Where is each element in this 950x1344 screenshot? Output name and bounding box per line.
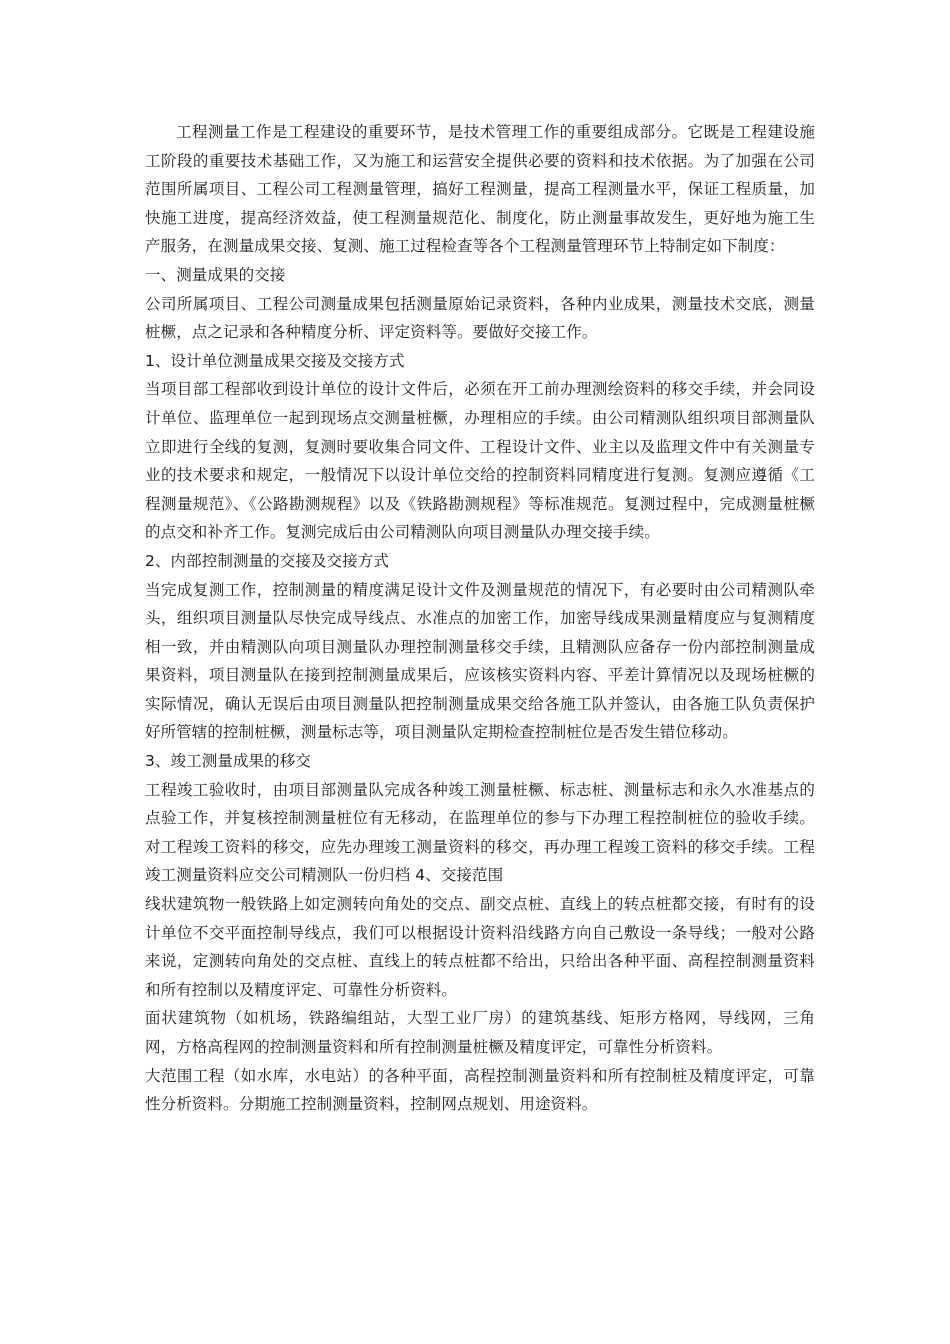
- scope-paragraph-large-scale: 大范围工程（如水库，水电站）的各种平面，高程控制测量资料和所有控制桩及精度评定，可靠性分析资料。分期施工控制测量资料，控制网点规划、用途资料。: [145, 1066, 815, 1114]
- item-heading-design-handover: 1、设计单位测量成果交接及交接方式: [145, 351, 405, 370]
- scope-paragraph-area: 面状建筑物（如机场，铁路编组站，大型工业厂房）的建筑基线、矩形方格网，导线网，三角网，方格高程网的控制测量资料和所有控制测量桩橛及精度评定，可靠性分析资料。: [145, 1009, 815, 1056]
- item-heading-completion-handover: 3、竣工测量成果的移交: [145, 752, 311, 771]
- section-heading-handover: 一、测量成果的交接: [145, 265, 286, 284]
- item-heading-internal-control: 2、内部控制测量的交接及交接方式: [145, 551, 389, 570]
- item-paragraph-completion-handover: 工程竣工验收时，由项目部测量队完成各种竣工测量桩橛、标志桩、测量标志和永久水准基点的点验工作，并复核控制测量桩位有无移动，在监理单位的参与下办理工程控制桩位的验收手续。对工程竣工资料的移交，应先办理竣工测量资料的移交，再办理工程竣工资料的移交手续。工程竣工测量资料应交公司精测队一份归档 4、交接范围: [145, 780, 815, 885]
- section-paragraph-handover: 公司所属项目、工程公司测量成果包括测量原始记录资料，各种内业成果，测量技术交底，测量桩橛，点之记录和各种精度分析、评定资料等。要做好交接工作。: [145, 294, 815, 342]
- item-paragraph-design-handover: 当项目部工程部收到设计单位的设计文件后，必须在开工前办理测绘资料的移交手续，并会同设计单位、监理单位一起到现场点交测量桩橛，办理相应的手续。由公司精测队组织项目部测量队立即进行全线的复测，复测时要收集合同文件、工程设计文件、业主以及监理文件中有关测量专业的技术要求和规定，一般情况下以设计单位交给的控制资料同精度进行复测。复测应遵循《工程测量规范》、《公路勘测规程》以及《铁路勘测规程》等标准规范。复测过程中，完成测量桩橛的点交和补齐工作。复测完成后由公司精测队向项目测量队办理交接手续。: [145, 380, 815, 542]
- intro-paragraph: 工程测量工作是工程建设的重要环节，是技术管理工作的重要组成部分。它既是工程建设施工阶段的重要技术基础工作，又为施工和运营安全提供必要的资料和技术依据。为了加强在公司范围所属项目、工程公司工程测量管理，搞好工程测量，提高工程测量水平，保证工程质量，加快施工进度，提高经济效益，使工程测量规范化、制度化，防止测量事故发生，更好地为施工生产服务，在测量成果交接、复测、施工过程检查等各个工程测量管理环节上特制定如下制度：: [145, 123, 815, 256]
- document-body: [145, 118, 815, 1119]
- scope-paragraph-linear: 线状建筑物一般铁路上如定测转向角处的交点、副交点桩、直线上的转点桩都交接，有时有的设计单位不交平面控制导线点，我们可以根据设计资料沿线路方向自己敷设一条导线；一般对公路来说，定测转向角处的交点桩、直线上的转点桩都不给出，只给出各种平面、高程控制测量资料和所有控制以及精度评定、可靠性分析资料。: [145, 895, 815, 999]
- item-paragraph-internal-control: 当完成复测工作，控制测量的精度满足设计文件及测量规范的情况下，有必要时由公司精测队牵头，组织项目测量队尽快完成导线点、水准点的加密工作，加密导线成果测量精度应与复测精度相一致，并由精测队向项目测量队办理控制测量移交手续，且精测队应备存一份内部控制测量成果资料，项目测量队在接到控制测量成果后，应该核实资料内容、平差计算情况以及现场桩橛的实际情况，确认无误后由项目测量队把控制测量成果交给各施工队并签认，由各施工队负责保护好所管辖的控制桩橛，测量标志等，项目测量队定期检查控制桩位是否发生错位移动。: [145, 580, 815, 742]
